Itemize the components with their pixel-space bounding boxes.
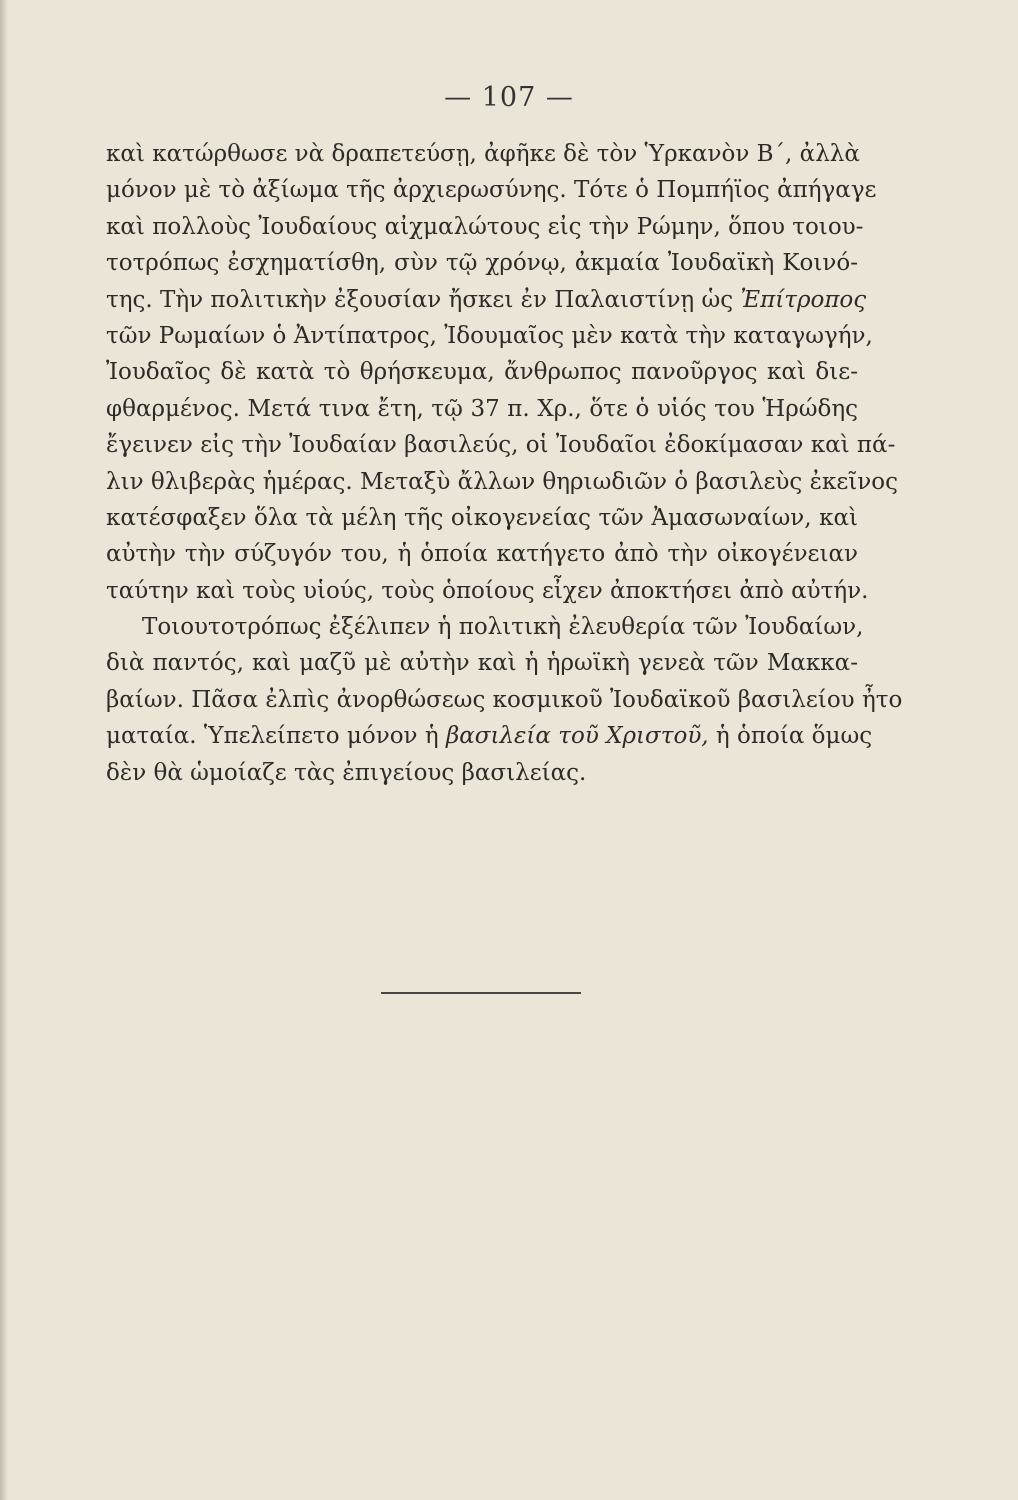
text-line: [106, 391, 858, 427]
text-segment: αὐτὴν τὴν σύζυγόν του, ἡ ὁποία κατήγετο ἀπὸ τὴν οἰκογένειαν: [106, 541, 858, 568]
text-segment: τοτρόπως ἐσχηματίσθη, σὺν τῷ χρόνῳ, ἀκμαία Ἰουδαϊκὴ Κοινό-: [106, 250, 858, 277]
text-line: [106, 427, 896, 463]
text-segment: Ἰουδαῖος δὲ κατὰ τὸ θρήσκευμα, ἄνθρωπος πανοῦργος καὶ διε-: [106, 359, 858, 386]
body-text: [106, 136, 903, 791]
section-end-rule: [381, 992, 581, 994]
text-line: [106, 755, 858, 791]
text-segment: της. Τὴν πολιτικὴν ἐξουσίαν ἤσκει ἐν Παλαιστίνῃ ὡς: [106, 286, 741, 313]
text-segment: καὶ πολλοὺς Ἰουδαίους αἰχμαλώτους εἰς τὴν Ρώμην, ὅπου τοιου-: [106, 213, 864, 240]
text-segment: Τοιουτοτρόπως ἐξέλιπεν ἡ πολιτικὴ ἐλευθερία τῶν Ἰουδαίων,: [142, 614, 864, 641]
text-segment: διὰ παντός, καὶ μαζῦ μὲ αὐτὴν καὶ ἡ ἡρωϊκὴ γενεὰ τῶν Μακκα-: [106, 650, 858, 677]
text-line: [106, 718, 873, 754]
text-segment: καὶ κατώρθωσε νὰ δραπετεύσῃ, ἀφῆκε δὲ τὸν Ὑρκανὸν Β΄, ἀλλὰ: [106, 141, 860, 167]
text-line: [106, 318, 873, 354]
page-number: — 107 —: [444, 82, 574, 113]
text-line: [106, 573, 869, 609]
text-segment: μόνον μὲ τὸ ἀξίωμα τῆς ἀρχιερωσύνης. Τότε ὁ Πομπήϊος ἀπήγαγε: [106, 177, 877, 204]
text-line: [106, 464, 898, 500]
text-segment: κατέσφαξεν ὅλα τὰ μέλη τῆς οἰκογενείας τῶν Ἀμασωναίων, καὶ: [106, 504, 858, 531]
text-line: [106, 209, 864, 245]
text-segment: βαίων. Πᾶσα ἐλπὶς ἀνορθώσεως κοσμικοῦ Ἰουδαϊκοῦ βασιλείου ἦτο: [106, 686, 903, 713]
italic-phrase: βασιλεία τοῦ Χριστοῦ,: [445, 723, 709, 750]
text-segment: δὲν θὰ ὡμοίαζε τὰς ἐπιγείους βασιλείας.: [106, 759, 587, 786]
text-line: [106, 609, 864, 645]
text-line: [106, 645, 858, 681]
text-line: [106, 536, 858, 572]
text-line: [106, 354, 858, 390]
text-line: [106, 682, 903, 718]
text-segment: ἔγεινεν εἰς τὴν Ἰουδαίαν βασιλεύς, οἱ Ἰουδαῖοι ἐδοκίμασαν καὶ πά-: [106, 432, 896, 459]
text-segment: τῶν Ρωμαίων ὁ Ἀντίπατρος, Ἰδουμαῖος μὲν κατὰ τὴν καταγωγήν,: [106, 322, 873, 349]
text-line: [106, 500, 858, 536]
text-segment: ταύτην καὶ τοὺς υἱούς, τοὺς ὁποίους εἶχεν ἀποκτήσει ἀπὸ αὐτήν.: [106, 577, 869, 604]
text-line: [106, 282, 867, 318]
text-segment: ματαία. Ὑπελείπετο μόνον ἡ: [106, 723, 446, 750]
text-segment: φθαρμένος. Μετά τινα ἔτη, τῷ 37 π. Χρ., ὅτε ὁ υἱός του Ἡρώδης: [106, 395, 858, 422]
italic-phrase: Ἐπίτροπος: [740, 286, 867, 313]
text-segment: λιν θλιβερὰς ἡμέρας. Μεταξὺ ἄλλων θηριωδιῶν ὁ βασιλεὺς ἐκεῖνος: [106, 468, 898, 495]
text-line: [106, 172, 877, 208]
text-line: [106, 136, 858, 172]
page-edge-shadow: [0, 0, 8, 1500]
text-line: [106, 245, 858, 281]
text-segment: ἡ ὁποία ὅμως: [708, 723, 873, 750]
